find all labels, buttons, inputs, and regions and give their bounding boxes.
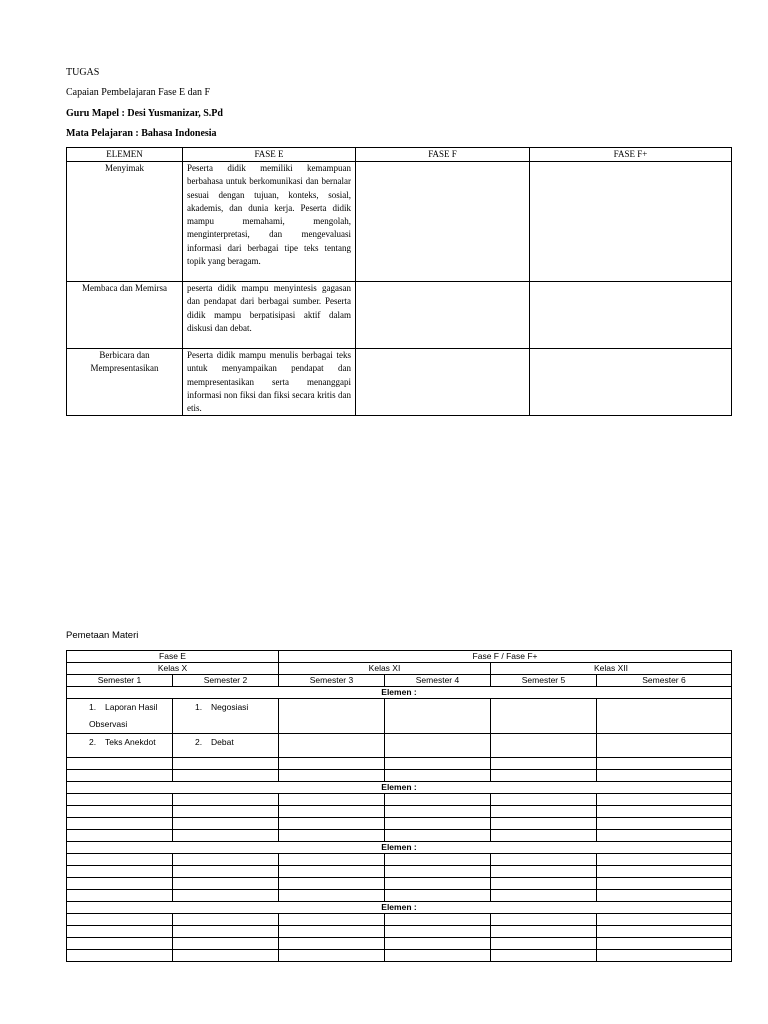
item-number: 1. [195, 702, 203, 712]
semester-header-row [67, 675, 732, 687]
semester-header: Semester 5 [491, 675, 597, 687]
header-fase-e: FASE E [183, 148, 356, 162]
empty-cell [597, 699, 732, 734]
cp-table-header [67, 148, 732, 162]
item-text: Negosiasi [211, 702, 249, 712]
semester-header: Semester 6 [597, 675, 732, 687]
teacher-line: Guru Mapel : Desi Yusmanizar, S.Pd [66, 108, 223, 119]
doc-subtitle: Capaian Pembelajaran Fase E dan F [66, 87, 211, 98]
fase-e-cell: Peserta didik memiliki kemampuan berbahasa untuk berkomunikasi dan bernalar sesuai dengan tujuan, konteks, sosial, akademis, dan dunia kerja. Peserta didik mampu memahami, mengolah, menginterpretasi, dan mengevaluasi informasi dari berbagai tipe teks tentang topik yang beragam. [183, 162, 356, 282]
elemen-row: Elemen : [67, 782, 732, 794]
fase-f-cell [356, 349, 530, 416]
table-row [67, 282, 732, 349]
elemen-cell: Berbicara dan Mempresentasikan [67, 349, 183, 416]
kelas-header-row [67, 663, 732, 675]
elemen-cell: Menyimak [67, 162, 183, 282]
item-number: 1. [89, 702, 97, 712]
header-elemen: ELEMEN [67, 148, 183, 162]
table-row [67, 914, 732, 926]
empty-cell [279, 734, 385, 758]
table-row [67, 794, 732, 806]
header-fase-f-plus: FASE F+ [530, 148, 732, 162]
fase-e-header: Fase E [67, 651, 279, 663]
table-row [67, 162, 732, 282]
fase-header-row [67, 651, 732, 663]
table-row [67, 950, 732, 962]
fase-e-cell: peserta didik mampu menyintesis gagasan dan pendapat dari berbagai sumber. Peserta didik mampu berpatisipasi aktif dalam diskusi dan debat. [183, 282, 356, 349]
pemetaan-table [66, 650, 732, 962]
fase-f-plus-cell [530, 349, 732, 416]
fase-f-cell [356, 282, 530, 349]
table-row [67, 830, 732, 842]
item-text: Laporan Hasil Observasi [89, 702, 158, 729]
item-text: Teks Anekdot [105, 737, 156, 747]
table-row [67, 758, 732, 770]
empty-cell [491, 699, 597, 734]
kelas-xi-header: Kelas XI [279, 663, 491, 675]
table-row [67, 926, 732, 938]
empty-cell [385, 734, 491, 758]
fase-e-cell: Peserta didik mampu menulis berbagai teks untuk menyampaikan pendapat dan mempresentasikan serta menanggapi informasi non fiksi dan fiksi secara kritis dan etis. [183, 349, 356, 416]
semester-header: Semester 2 [173, 675, 279, 687]
kelas-x-header: Kelas X [67, 663, 279, 675]
materi-item [173, 734, 279, 758]
cp-table [66, 147, 732, 416]
table-row [67, 734, 732, 758]
item-text: Debat [211, 737, 234, 747]
subject-line: Mata Pelajaran : Bahasa Indonesia [66, 128, 217, 139]
header-fase-f: FASE F [356, 148, 530, 162]
pemetaan-title: Pemetaan Materi [66, 630, 139, 641]
table-row [67, 770, 732, 782]
semester-header: Semester 1 [67, 675, 173, 687]
table-row [67, 818, 732, 830]
fase-f-plus-cell [530, 282, 732, 349]
item-number: 2. [195, 737, 203, 747]
table-row [67, 866, 732, 878]
empty-cell [597, 734, 732, 758]
materi-item [67, 699, 173, 734]
table-row [67, 699, 732, 734]
empty-cell [279, 699, 385, 734]
materi-item [173, 699, 279, 734]
fase-f-header: Fase F / Fase F+ [279, 651, 732, 663]
table-row [67, 349, 732, 416]
table-row [67, 938, 732, 950]
elemen-row: Elemen : [67, 842, 732, 854]
materi-item [67, 734, 173, 758]
semester-header: Semester 3 [279, 675, 385, 687]
elemen-row: Elemen : [67, 687, 732, 699]
elemen-row: Elemen : [67, 902, 732, 914]
table-row [67, 854, 732, 866]
semester-header: Semester 4 [385, 675, 491, 687]
table-row [67, 806, 732, 818]
fase-f-cell [356, 162, 530, 282]
fase-f-plus-cell [530, 162, 732, 282]
empty-cell [491, 734, 597, 758]
empty-cell [385, 699, 491, 734]
table-row [67, 878, 732, 890]
item-number: 2. [89, 737, 97, 747]
elemen-cell: Membaca dan Memirsa [67, 282, 183, 349]
kelas-xii-header: Kelas XII [491, 663, 732, 675]
doc-title: TUGAS [66, 67, 100, 78]
table-row [67, 890, 732, 902]
